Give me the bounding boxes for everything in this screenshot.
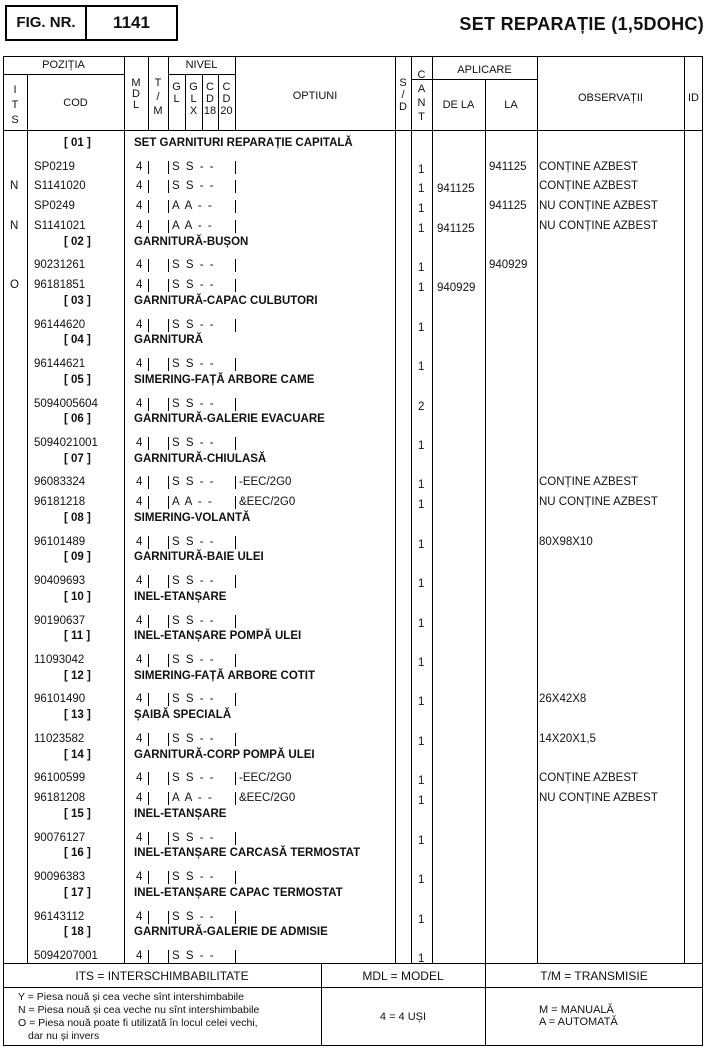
mdl-value: 4 bbox=[136, 319, 143, 331]
group-number: [ 10 ] bbox=[64, 591, 91, 603]
mdl-value: 4 bbox=[136, 911, 143, 923]
cell-tick bbox=[148, 654, 149, 667]
nivel-values: S S - - bbox=[172, 161, 216, 173]
cell-tick bbox=[148, 437, 149, 450]
quantity: 1 bbox=[418, 578, 425, 590]
quantity: 1 bbox=[418, 914, 425, 926]
mdl-value: 4 bbox=[136, 200, 143, 212]
mdl-value: 4 bbox=[136, 871, 143, 883]
cell-tick bbox=[235, 615, 236, 628]
nivel-values: A A - - bbox=[172, 220, 214, 232]
group-number: [ 12 ] bbox=[64, 670, 91, 682]
observation: 26X42X8 bbox=[539, 693, 587, 705]
part-code: 96181208 bbox=[34, 792, 86, 804]
cell-tick bbox=[235, 398, 236, 411]
mdl-value: 4 bbox=[136, 832, 143, 844]
header-gl-2: L bbox=[173, 93, 180, 105]
quantity: 1 bbox=[418, 361, 425, 373]
part-code: 96144620 bbox=[34, 319, 86, 331]
header-cd18-1: C bbox=[206, 81, 214, 93]
group-name: SIMERING-VOLANTĂ bbox=[134, 512, 251, 524]
col-divider bbox=[485, 79, 486, 963]
part-code: 90190637 bbox=[34, 615, 86, 627]
page-title: SET REPARAȚIE (1,5DOHC) bbox=[459, 14, 704, 34]
group-number: [ 02 ] bbox=[64, 236, 91, 248]
group-number: [ 09 ] bbox=[64, 551, 91, 563]
group-name: GARNITURĂ-CHIULASĂ bbox=[134, 453, 267, 465]
quantity: 1 bbox=[418, 874, 425, 886]
cell-tick bbox=[168, 733, 169, 746]
cell-tick bbox=[148, 496, 149, 509]
observation: CONȚINE AZBEST bbox=[539, 161, 639, 173]
header-gl-1: G bbox=[172, 81, 181, 93]
group-number: [ 13 ] bbox=[64, 709, 91, 721]
legend-tm-line: A = AUTOMATĂ bbox=[539, 1016, 618, 1028]
nivel-values: S S - - bbox=[172, 950, 216, 962]
quantity: 1 bbox=[418, 618, 425, 630]
quantity: 1 bbox=[418, 479, 425, 491]
group-name: INEL-ETANȘARE bbox=[134, 591, 227, 603]
header-cd20 bbox=[218, 82, 235, 117]
legend-its-line: N = Piesa nouă și cea veche nu sînt intershimbabile bbox=[18, 1004, 260, 1016]
header-pozitia: POZIȚIA bbox=[42, 59, 85, 71]
header-cd20-3: 20 bbox=[220, 105, 233, 117]
cell-tick bbox=[235, 358, 236, 371]
header-cd20-1: C bbox=[222, 81, 231, 93]
quantity: 1 bbox=[418, 795, 425, 807]
mdl-value: 4 bbox=[136, 615, 143, 627]
cell-tick bbox=[235, 792, 236, 805]
observation: CONȚINE AZBEST bbox=[539, 180, 639, 192]
group-name: GARNITURĂ-CORP POMPĂ ULEI bbox=[134, 749, 315, 761]
cell-tick bbox=[235, 319, 236, 332]
legend-its-line: O = Piesa nouă poate fi utilizată în locul celei vechi, bbox=[18, 1017, 258, 1029]
quantity: 1 bbox=[418, 775, 425, 787]
legend-mdl-value: 4 = 4 UȘI bbox=[379, 1011, 427, 1023]
quantity: 1 bbox=[418, 322, 425, 334]
cell-tick bbox=[168, 871, 169, 884]
header-rule bbox=[3, 130, 703, 131]
group-name: SIMERING-FAȚĂ ARBORE CAME bbox=[134, 374, 315, 386]
part-code: S1141020 bbox=[34, 180, 86, 192]
cell-tick bbox=[168, 950, 169, 963]
figure-label: FIG. NR. bbox=[7, 7, 87, 39]
option-value: &EEC/2G0 bbox=[239, 792, 296, 804]
quantity: 1 bbox=[418, 223, 425, 235]
mdl-value: 4 bbox=[136, 693, 143, 705]
nivel-values: S S - - bbox=[172, 772, 216, 784]
nivel-values: S S - - bbox=[172, 358, 216, 370]
nivel-values: S S - - bbox=[172, 398, 216, 410]
header-cant-4: T bbox=[418, 111, 425, 123]
header-aplicare: APLICARE bbox=[457, 64, 512, 76]
cell-tick bbox=[168, 279, 169, 292]
cell-tick bbox=[235, 180, 236, 193]
quantity: 1 bbox=[418, 953, 425, 965]
cell-tick bbox=[168, 200, 169, 213]
nivel-values: S S - - bbox=[172, 832, 216, 844]
mdl-value: 4 bbox=[136, 792, 143, 804]
part-code: 11093042 bbox=[34, 654, 85, 666]
its-code: O bbox=[10, 279, 19, 291]
header-observatii: OBSERVAȚII bbox=[577, 92, 643, 104]
header-glx-2: L bbox=[190, 93, 197, 105]
cell-tick bbox=[168, 161, 169, 174]
header-tm bbox=[148, 78, 168, 117]
applied-from: 940929 bbox=[437, 282, 476, 294]
its-code: N bbox=[10, 180, 19, 192]
header-mdl-2: D bbox=[132, 88, 140, 100]
header-sd-3: D bbox=[399, 101, 407, 113]
applied-to: 941125 bbox=[489, 200, 527, 212]
nivel-values: S S - - bbox=[172, 693, 216, 705]
cell-tick bbox=[235, 733, 236, 746]
group-name: GARNITURĂ-CAPAC CULBUTORI bbox=[134, 295, 318, 307]
group-name: INEL-ETANȘARE CARCASĂ TERMOSTAT bbox=[134, 847, 361, 859]
cell-tick bbox=[148, 792, 149, 805]
group-number: [ 18 ] bbox=[64, 926, 91, 938]
header-mdl-1: M bbox=[131, 77, 141, 89]
part-code: 96101489 bbox=[34, 536, 86, 548]
quantity: 1 bbox=[418, 499, 425, 511]
legend-mdl-title: MDL = MODEL bbox=[362, 969, 444, 983]
nivel-values: S S - - bbox=[172, 437, 216, 449]
cell-tick bbox=[235, 693, 236, 706]
header-its-1: I bbox=[13, 84, 17, 96]
nivel-values: A A - - bbox=[172, 496, 214, 508]
mdl-value: 4 bbox=[136, 733, 143, 745]
group-name: ȘAIBĂ SPECIALĂ bbox=[134, 709, 232, 721]
group-name: INEL-ETANȘARE POMPĂ ULEI bbox=[134, 630, 302, 642]
applied-to: 940929 bbox=[489, 259, 528, 271]
nivel-values: S S - - bbox=[172, 536, 216, 548]
part-code: 5094207001 bbox=[34, 950, 98, 962]
mdl-value: 4 bbox=[136, 950, 143, 962]
observation: NU CONȚINE AZBEST bbox=[539, 792, 658, 804]
part-code: 96143112 bbox=[34, 911, 85, 923]
option-value: &EEC/2G0 bbox=[239, 496, 296, 508]
figure-number: 1141 bbox=[113, 13, 150, 32]
header-cant-3: N bbox=[417, 97, 426, 109]
group-number: [ 14 ] bbox=[64, 749, 91, 761]
col-divider bbox=[537, 56, 538, 963]
header-its-3: S bbox=[11, 114, 19, 126]
observation: 14X20X1,5 bbox=[539, 733, 596, 745]
cell-tick bbox=[168, 693, 169, 706]
nivel-values: S S - - bbox=[172, 319, 216, 331]
header-glx-1: G bbox=[189, 81, 198, 93]
cell-tick bbox=[235, 161, 236, 174]
cell-tick bbox=[148, 259, 149, 272]
cell-tick bbox=[148, 398, 149, 411]
header-id: ID bbox=[688, 92, 699, 104]
header-cant-2: A bbox=[417, 83, 426, 95]
part-code: 90409693 bbox=[34, 575, 86, 587]
cell-tick bbox=[168, 259, 169, 272]
header-sd-2: / bbox=[401, 89, 405, 101]
legend-tm-line: M = MANUALĂ bbox=[539, 1004, 614, 1016]
cell-tick bbox=[235, 536, 236, 549]
group-name: GARNITURĂ-GALERIE EVACUARE bbox=[134, 413, 325, 425]
header-cant bbox=[411, 70, 432, 123]
header-tm-1: T bbox=[154, 77, 162, 89]
cell-tick bbox=[235, 200, 236, 213]
cell-tick bbox=[168, 437, 169, 450]
group-number: [ 01 ] bbox=[64, 137, 91, 149]
mdl-value: 4 bbox=[136, 654, 143, 666]
mdl-value: 4 bbox=[136, 161, 143, 173]
part-code: 5094005604 bbox=[34, 398, 98, 410]
quantity: 1 bbox=[418, 262, 425, 274]
observation: NU CONȚINE AZBEST bbox=[539, 220, 658, 232]
part-code: 96100599 bbox=[34, 772, 86, 784]
cell-tick bbox=[235, 832, 236, 845]
part-code: SP0249 bbox=[34, 200, 75, 212]
group-number: [ 16 ] bbox=[64, 847, 91, 859]
header-rule bbox=[3, 74, 124, 75]
observation: NU CONȚINE AZBEST bbox=[539, 200, 658, 212]
mdl-value: 4 bbox=[136, 437, 143, 449]
part-code: 90096383 bbox=[34, 871, 86, 883]
part-code: 90231261 bbox=[34, 259, 86, 271]
quantity: 1 bbox=[418, 539, 425, 551]
quantity: 1 bbox=[418, 696, 425, 708]
quantity: 1 bbox=[418, 183, 425, 195]
part-code: 96101490 bbox=[34, 693, 86, 705]
nivel-values: S S - - bbox=[172, 911, 216, 923]
cell-tick bbox=[235, 575, 236, 588]
cell-tick bbox=[235, 871, 236, 884]
nivel-values: S S - - bbox=[172, 259, 216, 271]
header-cd18 bbox=[202, 82, 218, 117]
group-name: INEL-ETANȘARE CAPAC TERMOSTAT bbox=[134, 887, 343, 899]
header-nivel: NIVEL bbox=[185, 59, 218, 71]
nivel-values: S S - - bbox=[172, 180, 216, 192]
cell-tick bbox=[148, 220, 149, 233]
mdl-value: 4 bbox=[136, 220, 143, 232]
header-optiuni: OPTIUNI bbox=[292, 90, 338, 102]
group-number: [ 11 ] bbox=[64, 630, 91, 642]
part-code: S1141021 bbox=[34, 220, 86, 232]
part-code: 5094021001 bbox=[34, 437, 98, 449]
group-number: [ 05 ] bbox=[64, 374, 91, 386]
option-value: -EEC/2G0 bbox=[239, 476, 292, 488]
cell-tick bbox=[168, 496, 169, 509]
mdl-value: 4 bbox=[136, 496, 143, 508]
group-number: [ 06 ] bbox=[64, 413, 91, 425]
quantity: 1 bbox=[418, 657, 425, 669]
quantity: 1 bbox=[418, 736, 425, 748]
cell-tick bbox=[168, 654, 169, 667]
nivel-values: A A - - bbox=[172, 792, 214, 804]
part-code: 96181218 bbox=[34, 496, 86, 508]
nivel-values: S S - - bbox=[172, 575, 216, 587]
cell-tick bbox=[235, 220, 236, 233]
nivel-values: S S - - bbox=[172, 476, 216, 488]
quantity: 1 bbox=[418, 203, 425, 215]
header-its bbox=[3, 85, 27, 126]
mdl-value: 4 bbox=[136, 476, 143, 488]
observation: CONȚINE AZBEST bbox=[539, 772, 639, 784]
part-code: 90076127 bbox=[34, 832, 86, 844]
cell-tick bbox=[168, 911, 169, 924]
group-number: [ 15 ] bbox=[64, 808, 91, 820]
quantity: 1 bbox=[418, 282, 425, 294]
part-code: 11023582 bbox=[34, 733, 85, 745]
cell-tick bbox=[168, 180, 169, 193]
cell-tick bbox=[148, 536, 149, 549]
cell-tick bbox=[168, 398, 169, 411]
cell-tick bbox=[168, 575, 169, 588]
cell-tick bbox=[148, 911, 149, 924]
cell-tick bbox=[148, 200, 149, 213]
option-value: -EEC/2G0 bbox=[239, 772, 292, 784]
mdl-value: 4 bbox=[136, 279, 143, 291]
nivel-values: S S - - bbox=[172, 654, 216, 666]
nivel-values: S S - - bbox=[172, 871, 216, 883]
legend-its-line: Y = Piesa nouă și cea veche sînt intershimbabile bbox=[18, 991, 244, 1003]
nivel-values: S S - - bbox=[172, 279, 216, 291]
col-divider bbox=[395, 56, 396, 963]
quantity: 1 bbox=[418, 835, 425, 847]
cell-tick bbox=[235, 654, 236, 667]
observation: CONȚINE AZBEST bbox=[539, 476, 639, 488]
part-code: 96181851 bbox=[34, 279, 86, 291]
cell-tick bbox=[235, 911, 236, 924]
group-name: GARNITURĂ bbox=[134, 334, 203, 346]
nivel-values: S S - - bbox=[172, 733, 216, 745]
cell-tick bbox=[148, 279, 149, 292]
cell-tick bbox=[168, 792, 169, 805]
cell-tick bbox=[168, 220, 169, 233]
part-code: SP0219 bbox=[34, 161, 75, 173]
cell-tick bbox=[148, 871, 149, 884]
cell-tick bbox=[168, 476, 169, 489]
group-name: GARNITURĂ-BAIE ULEI bbox=[134, 551, 264, 563]
cell-tick bbox=[148, 575, 149, 588]
part-code: 96083324 bbox=[34, 476, 86, 488]
observation: NU CONȚINE AZBEST bbox=[539, 496, 658, 508]
its-code: N bbox=[10, 220, 19, 232]
cell-tick bbox=[148, 161, 149, 174]
applied-from: 941125 bbox=[437, 183, 475, 195]
cell-tick bbox=[168, 358, 169, 371]
legend-rule bbox=[3, 987, 703, 988]
mdl-value: 4 bbox=[136, 180, 143, 192]
cell-tick bbox=[148, 319, 149, 332]
mdl-value: 4 bbox=[136, 259, 143, 271]
group-name: GARNITURĂ-GALERIE DE ADMISIE bbox=[134, 926, 328, 938]
legend-its-title: ITS = INTERSCHIMBABILITATE bbox=[75, 969, 249, 983]
cell-tick bbox=[148, 832, 149, 845]
header-tm-3: M bbox=[153, 105, 163, 117]
cell-tick bbox=[235, 476, 236, 489]
header-la: LA bbox=[504, 99, 518, 111]
header-cd18-2: D bbox=[206, 93, 214, 105]
cell-tick bbox=[168, 772, 169, 785]
cell-tick bbox=[168, 319, 169, 332]
group-number: [ 03 ] bbox=[64, 295, 91, 307]
header-glx-3: X bbox=[189, 105, 198, 117]
nivel-values: A A - - bbox=[172, 200, 214, 212]
nivel-values: S S - - bbox=[172, 615, 216, 627]
header-sd-1: S bbox=[399, 77, 407, 89]
group-number: [ 08 ] bbox=[64, 512, 91, 524]
group-number: [ 17 ] bbox=[64, 887, 91, 899]
header-glx bbox=[185, 82, 202, 117]
group-name: GARNITURĂ-BUȘON bbox=[134, 236, 249, 248]
header-mdl-3: L bbox=[132, 99, 140, 111]
mdl-value: 4 bbox=[136, 575, 143, 587]
header-cd20-2: D bbox=[222, 93, 231, 105]
cell-tick bbox=[148, 615, 149, 628]
part-code: 96144621 bbox=[34, 358, 86, 370]
legend-tm-title: T/M = TRANSMISIE bbox=[540, 969, 648, 983]
header-its-2: T bbox=[11, 99, 19, 111]
header-tm-2: / bbox=[156, 91, 160, 103]
cell-tick bbox=[148, 476, 149, 489]
legend-its-line: dar nu și invers bbox=[28, 1030, 100, 1042]
group-name: INEL-ETANȘARE bbox=[134, 808, 227, 820]
group-name: SET GARNITURI REPARAȚIE CAPITALĂ bbox=[134, 137, 353, 149]
cell-tick bbox=[148, 772, 149, 785]
quantity: 1 bbox=[418, 164, 425, 176]
observation: 80X98X10 bbox=[539, 536, 593, 548]
mdl-value: 4 bbox=[136, 536, 143, 548]
quantity: 2 bbox=[418, 401, 425, 413]
header-cant-1: C bbox=[417, 69, 426, 81]
cell-tick bbox=[148, 733, 149, 746]
header-cod: COD bbox=[63, 97, 88, 109]
cell-tick bbox=[168, 832, 169, 845]
cell-tick bbox=[148, 180, 149, 193]
cell-tick bbox=[148, 950, 149, 963]
cell-tick bbox=[235, 950, 236, 963]
figure-number-box bbox=[5, 5, 178, 41]
header-de-la: DE LA bbox=[442, 99, 475, 111]
group-number: [ 04 ] bbox=[64, 334, 91, 346]
cell-tick bbox=[148, 693, 149, 706]
legend-rule bbox=[3, 963, 703, 964]
header-sd bbox=[395, 78, 411, 113]
header-gl bbox=[168, 82, 185, 105]
mdl-value: 4 bbox=[136, 358, 143, 370]
header-cd18-3: 18 bbox=[203, 105, 217, 117]
col-divider bbox=[27, 74, 28, 963]
cell-tick bbox=[235, 496, 236, 509]
cell-tick bbox=[168, 615, 169, 628]
col-divider bbox=[411, 56, 412, 963]
mdl-value: 4 bbox=[136, 772, 143, 784]
col-divider bbox=[124, 56, 125, 963]
cell-tick bbox=[235, 437, 236, 450]
cell-tick bbox=[168, 536, 169, 549]
group-name: SIMERING-FAȚĂ ARBORE COTIT bbox=[134, 670, 316, 682]
applied-to: 941125 bbox=[489, 161, 527, 173]
applied-from: 941125 bbox=[437, 223, 475, 235]
col-divider bbox=[684, 56, 685, 963]
col-divider bbox=[432, 56, 433, 963]
cell-tick bbox=[235, 279, 236, 292]
cell-tick bbox=[235, 259, 236, 272]
cell-tick bbox=[148, 358, 149, 371]
mdl-value: 4 bbox=[136, 398, 143, 410]
group-number: [ 07 ] bbox=[64, 453, 91, 465]
cell-tick bbox=[235, 772, 236, 785]
header-mdl bbox=[124, 78, 148, 111]
quantity: 1 bbox=[418, 440, 425, 452]
